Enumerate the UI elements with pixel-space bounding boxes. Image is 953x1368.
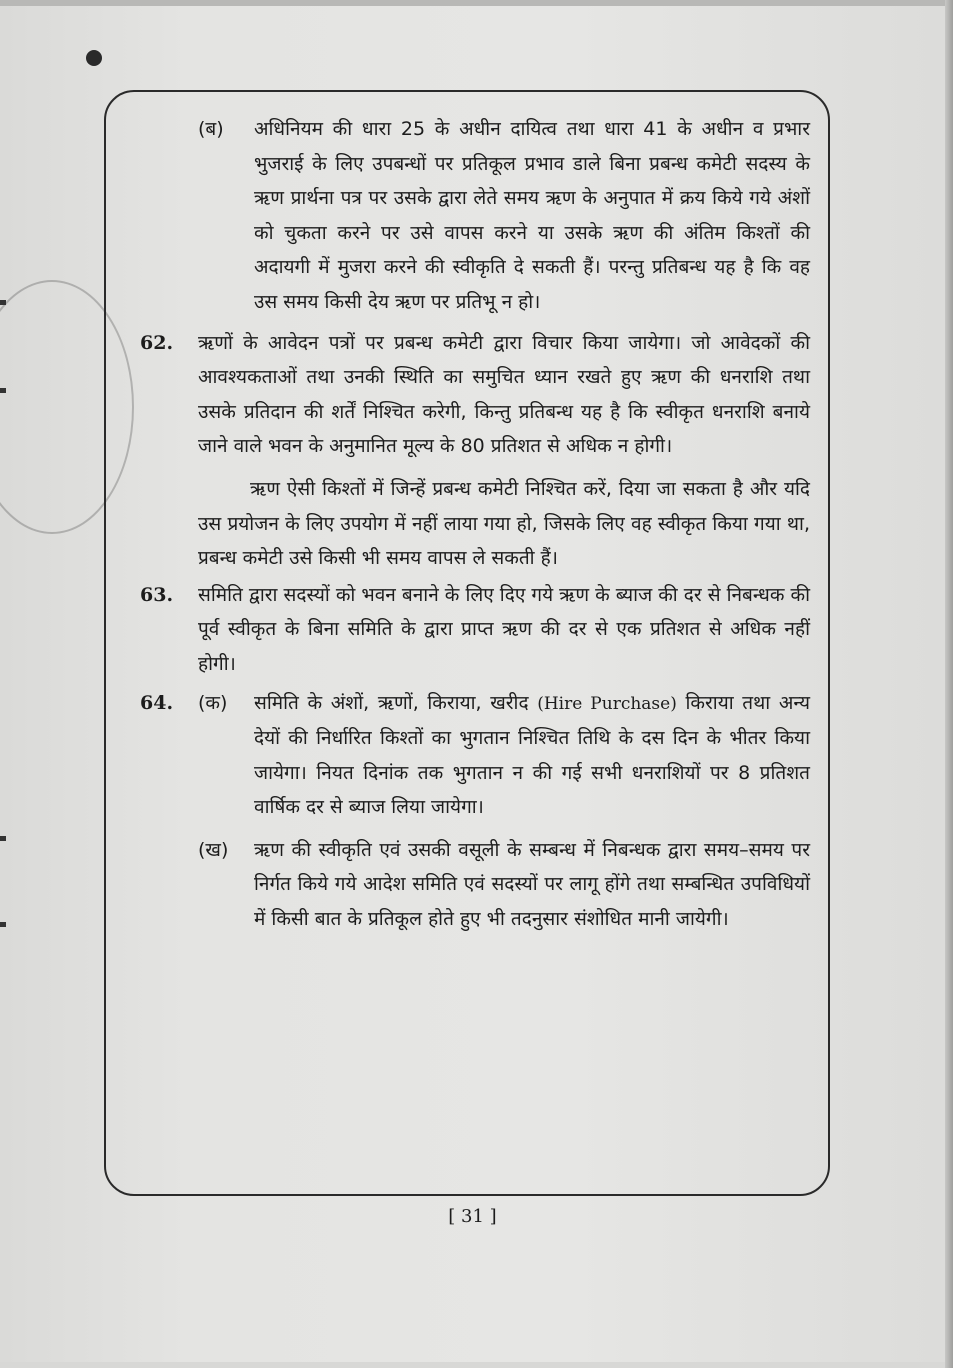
clause-text: अधिनियम की धारा 25 के अधीन दायित्व तथा धारा 41 के अधीन व प्रभार भुजराई के लिए उपबन्धों पर प्रतिकूल प्रभाव डाले बिना प्रबन्ध कमेटी सदस्य के ऋण प्रार्थना पत्र पर उसके द्वारा लेते समय ऋण के अनुपात में क्रय किये गये अंशों को चुकता करने पर उसे वापस करने या उसके ऋण की अंतिम किश्तों की अदायगी में मुजरा करने की स्वीकृति दे सकती हैं। परन्तु प्रतिबन्ध यह है कि वह उस समय किसी देय ऋण पर प्रतिभू न हो। xyxy=(254,118,810,313)
clause-label: (क) xyxy=(198,691,228,714)
top-edge xyxy=(0,0,953,6)
clause-text-latin: (Hire Purchase) xyxy=(537,693,677,714)
page-number: [ 31 ] xyxy=(448,1206,497,1227)
section-62-paragraph-2 xyxy=(140,472,810,576)
margin-mark xyxy=(0,300,6,305)
section-64-ka xyxy=(140,686,810,825)
punch-hole xyxy=(86,50,102,66)
margin-mark xyxy=(0,388,6,393)
section-text: समिति द्वारा सदस्यों को भवन बनाने के लिए दिए गये ऋण के ब्याज की दर से निबन्धक की पूर्व स्वीकृत के बिना समिति के द्वारा प्राप्त ऋण की दर से एक प्रतिशत से अधिक नहीं होगी। xyxy=(198,583,810,675)
margin-mark xyxy=(0,836,6,841)
clause-ba xyxy=(140,112,810,320)
section-62 xyxy=(140,326,810,464)
section-text: ऋणों के आवेदन पत्रों पर प्रबन्ध कमेटी द्वारा विचार किया जायेगा। जो आवेदकों की आवश्यकताओं तथा उनकी स्थिति का समुचित ध्यान रखते हुए ऋण की धनराशि तथा उसके प्रतिदान की शर्तें निश्चित करेगी, किन्तु प्रतिबन्ध यह है कि स्वीकृत धनराशि बनाये जाने वाले भवन के अनुमानित मूल्य के 80 प्रतिशत से अधिक न होगी। xyxy=(198,331,810,458)
clause-text: समिति के अंशों, ऋणों, किराया, खरीद xyxy=(254,691,529,714)
clause-text: ऋण की स्वीकृति एवं उसकी वसूली के सम्बन्ध में निबन्धक द्वारा समय–समय पर निर्गत किये गये आदेश समिति एवं सदस्यों पर लागू होंगे तथा सम्बन्धित उपविधियों में किसी बात के प्रतिकूल होते हुए भी तदनुसार संशोधित मानी जायेगी। xyxy=(254,838,810,931)
section-number: 62. xyxy=(140,331,174,354)
margin-mark xyxy=(0,922,6,927)
section-64-kha xyxy=(140,833,810,937)
document-body xyxy=(140,112,810,937)
section-text: ऋण ऐसी किश्तों में जिन्हें प्रबन्ध कमेटी निश्चित करें, दिया जा सकता है और यदि उस प्रयोजन के लिए उपयोग में नहीं लाया गया हो, जिसके लिए वह स्वीकृत किया गया था, प्रबन्ध कमेटी उसे किसी भी समय वापस ले सकती हैं। xyxy=(198,477,810,570)
section-63 xyxy=(140,578,810,682)
clause-label: (ब) xyxy=(198,118,224,140)
section-number: 63. xyxy=(140,583,174,606)
clause-label: (ख) xyxy=(198,838,229,861)
page-edge-shadow xyxy=(945,0,953,1368)
clause-text: किराया तथा अन्य देयों की निर्धारित किश्तों का भुगतान निश्चित तिथि के दस दिन के भीतर किया जायेगा। नियत दिनांक तक भुगतान न की गई सभी धनराशियों पर 8 प्रतिशत वार्षिक दर से ब्याज लिया जायेगा। xyxy=(254,691,810,819)
section-number: 64. xyxy=(140,691,174,714)
